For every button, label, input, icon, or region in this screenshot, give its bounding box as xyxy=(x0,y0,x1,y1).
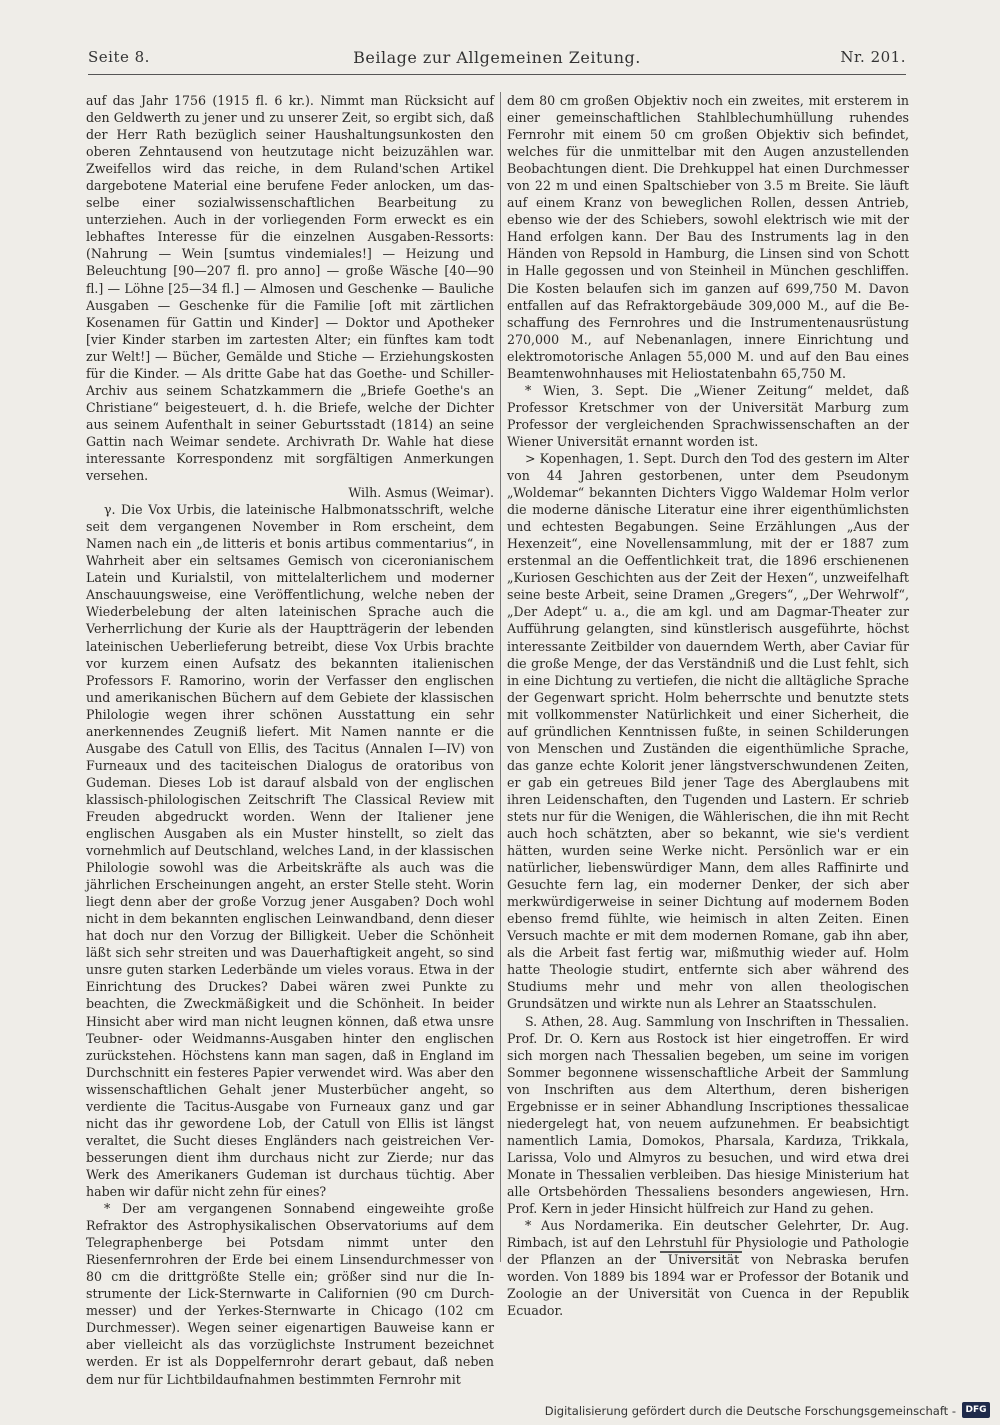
page-number: Seite 8. xyxy=(88,48,150,66)
left-column xyxy=(86,92,494,1388)
column-divider xyxy=(500,92,501,1262)
right-column xyxy=(507,92,909,1319)
footer xyxy=(0,1398,1000,1425)
article-nordamerika: * Aus Nordamerika. Ein deutscher Gelehrter, Dr. Aug. Rimbach, ist auf den Lehrstuhl für Physiologie und Pathologie der Pflanzen an der Universität von Nebraska berufen worden. Von 1889 bis 1894 war er Professor der Botanik und Zoologie an der Universität von Cuenca in der Republik Ecuador. xyxy=(507,1218,909,1319)
article-wien: * Wien, 3. Sept. Die „Wiener Zeitung“ meldet, daß Professor Kretschmer von der Universität Marburg zum Professor der vergleichenden Sprachwissenschaften an der Wiener Universität ernannt worden ist. xyxy=(507,382,909,449)
article-goethe-conclusion: auf das Jahr 1756 (1915 fl. 6 kr.). Nimmt man Rücksicht auf den Geldwerth zu jener und zu unserer Zeit, so ergibt sich, daß der Herr Rath bezüglich seiner Haushaltungsunkosten den oberen Zehntausend von heutzutage nicht beizuzählen war. Zweifellos wird das reiche, in dem Ruland'schen Artikel dargebotene Material eine berufene Feder anlocken, um dasselbe einer sozialwissenschaftlichen Bearbeitung zu unterziehen. Auch in der vorliegenden Form erweckt es ein lebhaftes Interesse für die einzelnen Ausgaben-Ressorts: (Nahrung — Wein [sumtus vindemiales!] — Heizung und Beleuchtung [90—207 fl. pro anno] — große Wäsche [40—90 fl.] — Löhne [25—34 fl.] — Almosen und Geschenke — Bauliche Ausgaben — Geschenke für die Familie [oft mit zärtlichen Kosenamen für Gattin und Kinder] — Doktor und Apotheker [vier Kinder starben im zartesten Alter; ein fünftes kam todt zur Welt!] — Bücher, Gemälde und Stiche — Erziehungskosten für die Kinder. — Als dritte Gabe hat das Goethe- und Schiller-Archiv aus seinem Schatzkammern die „Briefe Goethe's an Christiane“ beigesteuert, d. h. die Briefe, welche der Dichter aus seinem Aufenthalt in seiner Geburtsstadt (1814) an seine Gattin nach Weimar sendete. Archivrath Dr. Wahle hat diese interessante Korrespondenz mit sorgfältigen Anmerkungen versehen. xyxy=(86,93,494,484)
section-end-rule xyxy=(660,1251,742,1253)
article-refraktor-potsdam: * Der am vergangenen Sonnabend eingeweihte große Refraktor des Astrophysikalischen Observatoriums auf dem Telegraphenberge bei Potsdam nimmt unter den Riesenfernrohren der Erde bei einem Linsendurchmesser von 80 cm die drittgrößte Stelle ein; größer sind nur die Instrumente der Lick-Sternwarte in Californien (90 cm Durchmesser) und der Yerkes-Sternwarte in Chicago (102 cm Durchmesser). Wegen seiner eigenartigen Bauweise kann er aber vielleicht als das vorzüglichste Instrument bezeichnet werden. Er ist als Doppelfernrohr derart gebaut, daß neben dem nur für Lichtbildaufnahmen bestimmten Fernrohr mit xyxy=(86,1201,494,1387)
article-kopenhagen: > Kopenhagen, 1. Sept. Durch den Tod des gestern im Alter von 44 Jahren gestorbenen, unter dem Pseudonym „Woldemar“ bekannten Dichters Viggo Waldemar Holm verlor die moderne dänische Literatur eine ihrer eigenthümlichsten und echtesten Begabungen. Seine Erzählungen „Aus der Hexenzeit“, eine Novellensammlung, mit der er 1887 zum erstenmal an die Oeffentlichkeit trat, die 1896 erschienenen „Kuriosen Geschichten aus der Zeit der Hexen“, unzweifelhaft seine beste Arbeit, seine Dramen „Gregers“, „Der Wehrwolf“, „Der Adept“ u. a., die am kgl. und am Dagmar-Theater zur Aufführung gelangten, sind künstlerisch ausgeführte, höchst interessante Zeitbilder von dauerndem Werth, aber Caviar für die große Menge, der das Verständniß und die Lust fehlt, sich in eine Dichtung zu vertiefen, die nicht die alltägliche Sprache der Gegenwart spricht. Holm beherrschte und benutzte stets mit vollkommenster Natürlichkeit und einer Sicherheit, die auf gründlichen Kenntnissen fußte, in seinen Schilderungen von Menschen und Zuständen die eigenthümliche Sprache, das ganze echte Kolorit jener längstverschwundenen Zeiten, er gab ein getreues Bild jener Tage des Aberglaubens mit ihren Leidenschaften, den Tugenden und Lastern. Er schrieb stets nur für die Wenigen, die Wählerischen, die ihn mit Recht auch hoch schätzten, aber so bekannt, wie sie's verdient hätten, wurden seine Werke nicht. Persönlich war er ein natürlicher, liebenswürdiger Mann, dem alles Raffinirte und Gesuchte fern lag, ein moderner Denker, der sich aber merkwürdigerweise in seiner Dichtung auf modernem Boden ebenso fremd fühlte, wie heimisch in alten Zeiten. Einen Versuch machte er mit dem modernen Romane, gab ihn aber, als die Arbeit fast fertig war, mißmuthig wieder auf. Holm hatte Theologie studirt, entfernte sich aber während des Studiums mehr und mehr von allen theologischen Grundsätzen und wirkte nun als Lehrer an Staatsschulen. xyxy=(507,450,909,1012)
funding-note: Digitalisierung gefördert durch die Deutsche Forschungsgemeinschaft - xyxy=(544,1404,956,1418)
article-athen: S. Athen, 28. Aug. Sammlung von Inschriften in Thessalien. Prof. Dr. O. Kern aus Rostock ist hier eingetroffen. Er wird sich morgen nach Thessalien begeben, um seine im vorigen Sommer begonnene wissenschaftliche Arbeit der Sammlung von Inschriften aus dem Alterthum, deren bisherigen Ergebnisse er in seiner Abhandlung Inscriptiones thessalicae niedergelegt hat, von neuem aufzunehmen. Er beabsichtigt namentlich Lamia, Domokos, Pharsala, Kardиza, Trikkala, Larissa, Volo und Almyros zu besuchen, und wird etwa drei Monate in Thessalien verbleiben. Das hiesige Ministerium hat alle Ortsbehörden Thessaliens besonders angewiesen, Hrn. Prof. Kern in jeder Hinsicht hülfreich zur Hand zu gehen. xyxy=(507,1013,909,1217)
dfg-logo: DFG xyxy=(962,1402,990,1418)
article-signature: Wilh. Asmus (Weimar). xyxy=(348,485,494,501)
page-header xyxy=(88,40,906,76)
header-rule xyxy=(88,74,906,75)
issue-number: Nr. 201. xyxy=(840,48,906,66)
article-refraktor-continued: dem 80 cm großen Objektiv noch ein zweites, mit ersterem in einer gemeinschaftlichen Stahlblechumhüllung ruhendes Fernrohr mit einem 50 cm großen Objektiv sich befindet, welches für die unmittelbar mit den Augen anzustellenden Beobachtungen dient. Die Drehkuppel hat einen Durchmesser von 22 m und einen Spaltschieber von 3.5 m Breite. Sie läuft auf einem Kranz von beweglichen Rollen, dessen Antrieb, ebenso wie der des Schiebers, sowohl elektrisch wie mit der Hand erfolgen kann. Der Bau des Instruments lag in den Händen von Repsold in Hamburg, die Linsen sind von Schott in Halle gegossen und von Steinheil in München geschliffen. Die Kosten belaufen sich im ganzen auf 699,750 M. Davon entfallen auf das Refraktorgebäude 309,000 M., auf die Beschaffung des Fernrohres und die Instrumentenausrüstung 270,000 M., auf Nebenanlagen, innere Einrichtung und elektromotorische Anlagen 55,000 M. und auf den Bau eines Beamtenwohnhauses mit Heliostatenbahn 65,750 M. xyxy=(507,93,909,381)
article-vox-urbis: γ. Die Vox Urbis, die lateinische Halbmonatsschrift, welche seit dem vergangenen November in Rom erscheint, dem Namen nach ein „de litteris et bonis artibus commentarius“, in Wahrheit aber ein seltsames Gemisch von ciceronianischem Latein und Kurialstil, von mittelalterlichem und moderner Anschauungsweise, eine Veröffentlichung, welche neben der Wiederbelebung der alten lateinischen Sprache auch die Verherrlichung der Kurie als der Hauptträgerin der lebenden lateinischen Ueberlieferung betreibt, diese Vox Urbis brachte vor kurzem einen Aufsatz des bekannten italienischen Professors F. Ramorino, worin der Verfasser den englischen und amerikanischen Büchern auf dem Gebiete der klassischen Philologie wegen ihrer schönen Ausstattung ein sehr anerkennendes Zeugniß liefert. Mit Namen nannte er die Ausgabe des Catull von Ellis, des Tacitus (Annalen I—IV) von Furneaux und des taciteischen Dialogus de oratoribus von Gudeman. Dieses Lob ist darauf alsbald von der englischen klassisch-philologischen Zeitschrift The Classical Review mit Freuden abgedruckt worden. Wenn der Italiener jene englischen Ausgaben als ein Muster hinstellt, so zielt das vornehmlich auf Deutschland, welches Land, in der klassischen Philologie sowohl was die Arbeitskräfte als auch was die jährlichen Erscheinungen angeht, an erster Stelle steht. Worin liegt denn aber der große Vorzug jener Ausgaben? Doch wohl nicht in dem bekannten englischen Leinwandband, denn dieser hat doch nur den Vorzug der Billigkeit. Ueber die Schönheit läßt sich sehr streiten und was Dauerhaftigkeit angeht, so sind unsre guten starken Lederbände um vieles voraus. Etwa in der Einrichtung des Druckes? Dabei wären zwei Punkte zu beachten, die Zweckmäßigkeit und die Schönheit. In beider Hinsicht aber wird man nicht leugnen können, daß etwa unsre Teubner- oder Weidmanns-Ausgaben hinter den englischen zurückstehen. Höchstens kann man sagen, daß in England im Durchschnitt ein festeres Papier verwendet wird. Was aber den wissenschaftlichen Gehalt jener Musterbücher angeht, so verdiente die Tacitus-Ausgabe von Furneaux ganz und gar nicht das ihr gewordene Lob, der Catull von Ellis ist längst veraltet, die Sucht dieses Engländers nach geistreichen Verbesserungen dient ihm durchaus nicht zur Zierde; nur das Werk des Amerikaners Gudeman ist durchaus tüchtig. Aber haben wir dafür nicht zehn für eines? xyxy=(86,502,494,1199)
publication-title: Beilage zur Allgemeinen Zeitung. xyxy=(353,48,641,67)
